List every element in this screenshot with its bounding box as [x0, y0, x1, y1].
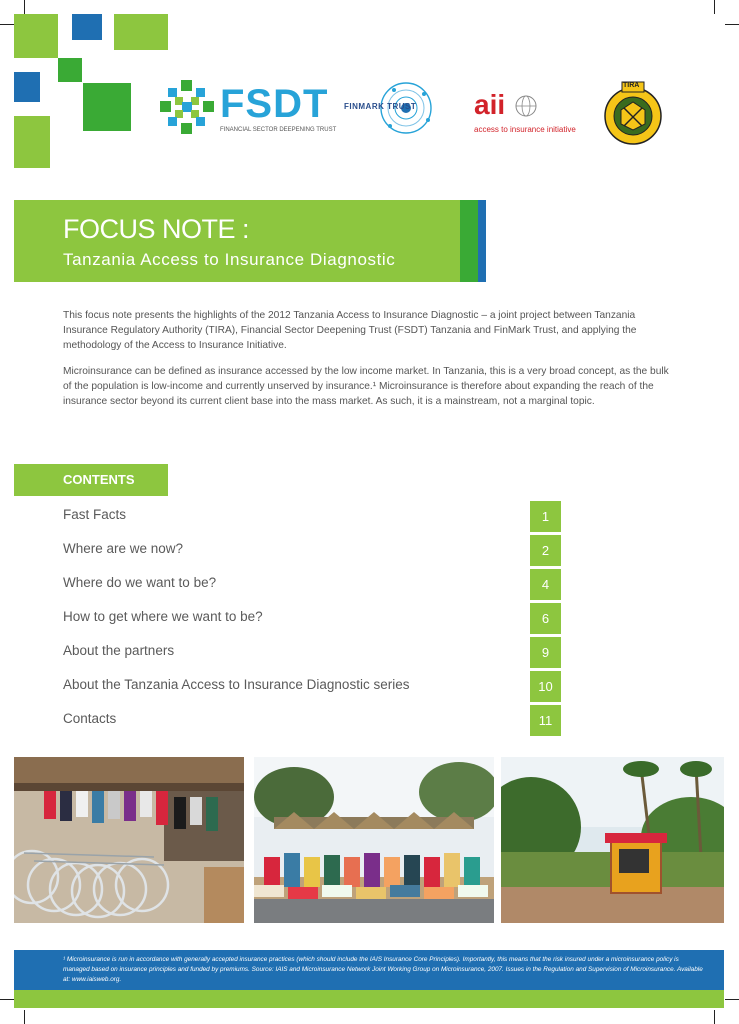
photo-rural-kiosk	[501, 757, 724, 923]
toc-item-where-do-we-want-to-be[interactable]: Where do we want to be?	[63, 575, 217, 590]
toc-page-number: 1	[530, 501, 561, 532]
toc-item-fast-facts[interactable]: Fast Facts	[63, 507, 127, 522]
deco-square	[14, 14, 58, 58]
photo-bicycles-market	[14, 757, 244, 923]
tira-logo	[600, 80, 666, 146]
toc-page-number: 4	[530, 569, 561, 600]
aii-logo	[472, 90, 592, 140]
footnote-band	[14, 950, 724, 990]
toc-item-contacts[interactable]: Contacts	[63, 711, 117, 726]
toc-page-number: 10	[530, 671, 561, 702]
deco-square	[58, 58, 82, 82]
contents-heading: CONTENTS	[63, 472, 135, 487]
toc-page-number: 11	[530, 705, 561, 736]
crop-mark-top-right-h	[725, 24, 739, 25]
crop-mark-bottom-left-h	[0, 999, 14, 1000]
deco-square	[14, 72, 40, 102]
finmark-trust-text: FINMARK TRUST	[344, 102, 417, 111]
deco-square	[72, 14, 102, 40]
globe-icon	[514, 94, 538, 118]
crop-mark-bottom-right-v	[714, 1010, 715, 1024]
deco-square	[83, 83, 131, 131]
footnote-text: ¹ Microinsurance is run in accordance with generally accepted insurance practices (which should include the IAIS Insurance Core Principles). Importantly, this means that the risk insured under a microinsurance policy is managed based on insurance principles and funded by premiums. Source: IAIS and Microinsurance Network Joint Working Group on Microinsurance, 2007. Issues in the Regulation and Supervision of Microinsurance. Available at: www.iaisweb.org.	[63, 956, 703, 983]
crop-mark-bottom-left-v	[24, 1010, 25, 1024]
deco-square	[14, 116, 50, 168]
contents-heading-box	[14, 464, 168, 496]
aii-logo-mark: aii	[474, 89, 506, 120]
crop-mark-top-left-v	[24, 0, 25, 14]
toc-page-number: 9	[530, 637, 561, 668]
fsdt-logo-subtitle: FINANCIAL SECTOR DEEPENING TRUST	[220, 127, 337, 133]
deco-square	[114, 14, 168, 50]
page-title: FOCUS NOTE :	[63, 214, 250, 244]
crop-mark-bottom-right-h	[725, 999, 739, 1000]
aii-logo-subtitle: access to insurance initiative	[474, 125, 576, 134]
fsdt-logo-mark	[160, 80, 214, 134]
photo-roadside-art-stalls	[254, 757, 494, 923]
fsdt-logo	[160, 80, 337, 140]
page-subtitle: Tanzania Access to Insurance Diagnostic	[63, 250, 396, 269]
crop-mark-top-right-v	[714, 0, 715, 14]
toc-item-where-are-we-now[interactable]: Where are we now?	[63, 541, 184, 556]
toc-item-about-the-partners[interactable]: About the partners	[63, 643, 175, 658]
bottom-green-bar	[14, 990, 724, 1008]
toc-page-number: 6	[530, 603, 561, 634]
intro-paragraph-2: Microinsurance can be defined as insurance accessed by the low income market. In Tanzania, this is a very broad concept, as the bulk of the population is low-income and currently unserved by insurance.¹ Microinsurance is therefore about expanding the reach of the insurance sector beyond its current client base into the mass market. As such, it is a mainstream, not a marginal topic.	[63, 366, 669, 407]
toc-item-how-to-get-there[interactable]: How to get where we want to be?	[63, 609, 263, 624]
fsdt-logo-text: FSDT	[220, 82, 329, 126]
toc-item-about-the-series[interactable]: About the Tanzania Access to Insurance Diagnostic series	[63, 677, 410, 692]
banner-stripe-green	[460, 200, 478, 282]
tira-emblem-icon	[600, 80, 666, 146]
finmark-trust-logo	[344, 80, 454, 140]
banner-stripe-blue	[478, 200, 486, 282]
tira-logo-text: TIRA	[623, 82, 640, 89]
crop-mark-top-left-h	[0, 24, 14, 25]
intro-paragraph-1: This focus note presents the highlights of the 2012 Tanzania Access to Insurance Diagnostic – a joint project between Tanzania Insurance Regulatory Authority (TIRA), Financial Sector Deepening Trust (FSDT) Tanzania and FinMark Trust, and applying the methodology of the Access to Insurance Initiative.	[63, 310, 637, 351]
toc-page-number: 2	[530, 535, 561, 566]
